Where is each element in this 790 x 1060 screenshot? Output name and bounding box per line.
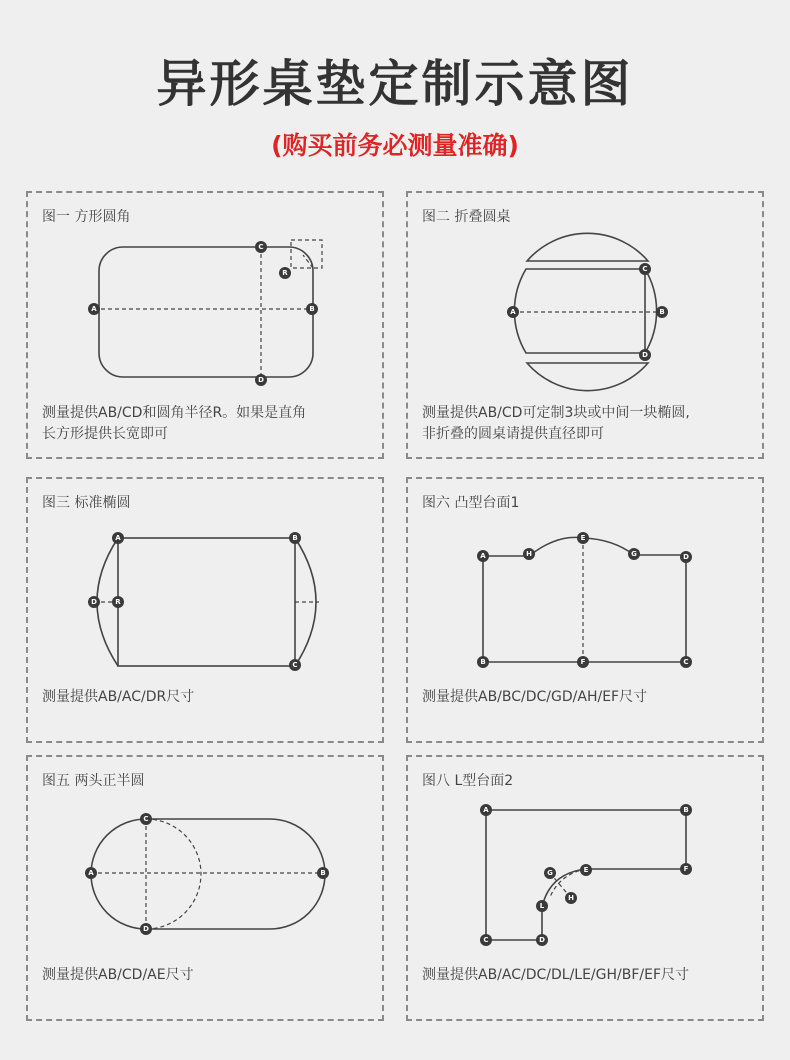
- point-f: [577, 656, 589, 668]
- panel-title: 图一 方形圆角: [42, 209, 131, 225]
- panel-double-semicircle: [26, 755, 384, 1021]
- svg-text:A: A: [510, 308, 516, 316]
- point-a: [85, 867, 97, 879]
- svg-text:G: G: [631, 550, 637, 558]
- rounded-rect-outline: [99, 247, 313, 377]
- point-d: [88, 596, 100, 608]
- desc-line-2: 长方形提供长宽即可: [42, 426, 168, 442]
- panel-description: [422, 687, 647, 708]
- point-a: [507, 306, 519, 318]
- panel-title: 图三 标准椭圆: [42, 495, 131, 511]
- point-g: [628, 548, 640, 560]
- panel-title: 图六 凸型台面1: [422, 495, 520, 511]
- panel-description: [42, 403, 306, 445]
- page-title: 异形桌垫定制示意图: [156, 55, 634, 113]
- panel-description: [42, 965, 194, 986]
- svg-text:A: A: [91, 305, 97, 313]
- svg-text:D: D: [91, 598, 97, 606]
- svg-text:B: B: [320, 869, 326, 877]
- panel-l-shaped-countertop: [406, 755, 764, 1021]
- point-c: [480, 934, 492, 946]
- point-a: [112, 532, 124, 544]
- svg-text:D: D: [683, 553, 689, 561]
- svg-text:C: C: [292, 661, 298, 669]
- desc-line-1: 测量提供AB/CD/AE尺寸: [42, 967, 194, 983]
- point-h: [565, 892, 577, 904]
- inner-circle-half: [146, 819, 201, 929]
- panel-title: 图八 L型台面2: [422, 773, 514, 789]
- svg-text:D: D: [143, 925, 149, 933]
- point-f: [680, 863, 692, 875]
- point-g: [544, 867, 556, 879]
- svg-text:C: C: [642, 265, 648, 273]
- panel-convex-countertop: [406, 477, 764, 743]
- svg-text:R: R: [115, 598, 121, 606]
- point-l: [536, 900, 548, 912]
- svg-text:R: R: [282, 269, 288, 277]
- point-c: [289, 659, 301, 671]
- top-leaf: [527, 233, 648, 261]
- svg-text:D: D: [539, 936, 545, 944]
- desc-line-1: 测量提供AB/AC/DC/DL/LE/GH/BF/EF尺寸: [422, 967, 690, 983]
- panel-standard-ellipse: [26, 477, 384, 743]
- svg-text:A: A: [115, 534, 121, 542]
- desc-line-1: 测量提供AB/CD可定制3块或中间一块椭圆,: [422, 405, 690, 421]
- svg-text:C: C: [258, 243, 264, 251]
- svg-text:L: L: [539, 902, 545, 910]
- point-d: [536, 934, 548, 946]
- point-d: [140, 923, 152, 935]
- point-c: [140, 813, 152, 825]
- desc-line-1: 测量提供AB/BC/DC/GD/AH/EF尺寸: [422, 689, 648, 705]
- desc-line-1: 测量提供AB/AC/DR尺寸: [42, 689, 195, 705]
- point-a: [477, 550, 489, 562]
- svg-text:A: A: [88, 869, 94, 877]
- svg-text:A: A: [483, 806, 489, 814]
- svg-text:B: B: [480, 658, 486, 666]
- panel-description: [422, 403, 690, 445]
- point-c: [639, 263, 651, 275]
- middle-section: [514, 269, 656, 353]
- desc-line-1: 测量提供AB/CD和圆角半径R。如果是直角: [42, 405, 307, 421]
- svg-text:H: H: [568, 894, 574, 902]
- svg-text:B: B: [309, 305, 315, 313]
- point-d: [255, 374, 267, 386]
- svg-text:F: F: [683, 865, 689, 873]
- point-c: [255, 241, 267, 253]
- svg-text:D: D: [258, 376, 264, 384]
- svg-text:A: A: [480, 552, 486, 560]
- point-c: [680, 656, 692, 668]
- point-d: [680, 551, 692, 563]
- point-a: [480, 804, 492, 816]
- svg-text:C: C: [143, 815, 149, 823]
- desc-line-2: 非折叠的圆桌请提供直径即可: [422, 426, 604, 442]
- svg-text:D: D: [642, 351, 648, 359]
- rect-body: [118, 538, 295, 666]
- point-e: [580, 864, 592, 876]
- point-b: [477, 656, 489, 668]
- point-a: [88, 303, 100, 315]
- svg-text:H: H: [526, 550, 532, 558]
- svg-text:C: C: [483, 936, 489, 944]
- convex-outline: [483, 537, 686, 662]
- panel-title: 图二 折叠圆桌: [422, 209, 511, 225]
- bottom-leaf: [527, 363, 648, 391]
- point-r: [112, 596, 124, 608]
- panel-description: [422, 965, 689, 986]
- point-b: [680, 804, 692, 816]
- panel-title: 图五 两头正半圆: [42, 773, 145, 789]
- point-b: [289, 532, 301, 544]
- point-b: [656, 306, 668, 318]
- svg-text:B: B: [683, 806, 689, 814]
- svg-text:B: B: [292, 534, 298, 542]
- stadium-outline: [91, 819, 325, 929]
- svg-text:C: C: [683, 658, 689, 666]
- point-b: [317, 867, 329, 879]
- page-subtitle: (购买前务必测量准确): [271, 131, 519, 160]
- point-e: [577, 532, 589, 544]
- panel-description: [42, 687, 194, 708]
- point-b: [306, 303, 318, 315]
- svg-text:F: F: [580, 658, 586, 666]
- point-h: [523, 548, 535, 560]
- svg-text:B: B: [659, 308, 665, 316]
- svg-text:G: G: [547, 869, 553, 877]
- svg-text:E: E: [580, 534, 586, 542]
- panel-rounded-rectangle: [26, 191, 384, 459]
- svg-text:E: E: [583, 866, 589, 874]
- point-d: [639, 349, 651, 361]
- panel-folding-round-table: [406, 191, 764, 459]
- point-r: [279, 267, 291, 279]
